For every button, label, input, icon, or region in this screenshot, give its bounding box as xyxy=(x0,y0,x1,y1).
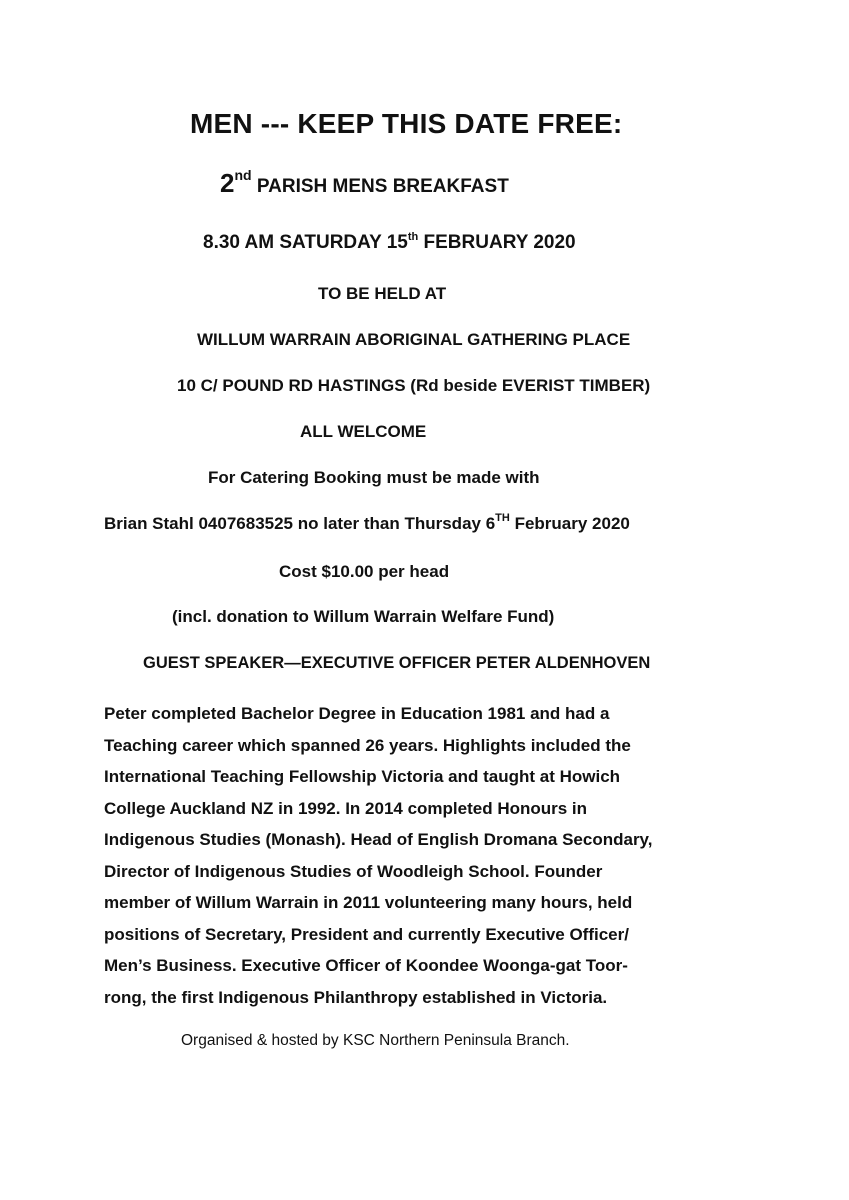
guest-speaker-heading: GUEST SPEAKER—EXECUTIVE OFFICER PETER ALDENHOVEN xyxy=(143,654,651,672)
event-date-prefix: 8.30 AM SATURDAY 15 xyxy=(203,232,408,253)
catering-note: For Catering Booking must be made with xyxy=(208,468,540,487)
cost-text: Cost $10.00 per head xyxy=(279,562,450,581)
event-date-suffix: th xyxy=(407,231,419,243)
event-date-rest: FEBRUARY 2020 xyxy=(423,232,576,253)
event-date xyxy=(203,232,576,254)
bio-line: Director of Indigenous Studies of Woodleigh School. Founder xyxy=(104,861,603,881)
donation-note: (incl. donation to Willum Warrain Welfare Fund) xyxy=(172,607,555,626)
bio-line: College Auckland NZ in 1992. In 2014 completed Honours in xyxy=(104,798,588,818)
booking-prefix: Brian Stahl 0407683525 no later than Thursday 6 xyxy=(104,514,496,533)
venue-name: WILLUM WARRAIN ABORIGINAL GATHERING PLACE xyxy=(197,330,631,349)
speaker-bio xyxy=(104,698,744,1013)
bio-line: International Teaching Fellowship Victoria and taught at Howich xyxy=(104,767,621,786)
event-ordinal-suffix: nd xyxy=(234,167,252,183)
booking-suffix: TH xyxy=(495,512,510,524)
organiser-footer: Organised & hosted by KSC Northern Peninsula Branch. xyxy=(181,1032,570,1049)
event-title xyxy=(220,168,509,199)
event-title-text: PARISH MENS BREAKFAST xyxy=(256,176,509,197)
booking-contact xyxy=(104,514,630,534)
booking-rest: February 2020 xyxy=(514,514,630,533)
bio-line: rong, the first Indigenous Philanthropy established in Victoria. xyxy=(104,987,608,1007)
bio-line: Men’s Business. Executive Officer of Koondee Woonga-gat Toor- xyxy=(104,956,628,975)
bio-line: Indigenous Studies (Monash). Head of English Dromana Secondary, xyxy=(104,830,653,849)
venue-address: 10 C/ POUND RD HASTINGS (Rd beside EVERIST TIMBER) xyxy=(177,376,651,395)
bio-line: positions of Secretary, President and currently Executive Officer/ xyxy=(104,924,629,944)
welcome-text: ALL WELCOME xyxy=(300,422,427,441)
bio-line: member of Willum Warrain in 2011 volunteering many hours, held xyxy=(104,893,633,912)
bio-line: Peter completed Bachelor Degree in Education 1981 and had a xyxy=(104,704,610,723)
held-at-label: TO BE HELD AT xyxy=(318,284,447,303)
page-title: MEN --- KEEP THIS DATE FREE: xyxy=(190,108,623,139)
event-ordinal-number: 2 xyxy=(220,168,235,198)
bio-line: Teaching career which spanned 26 years. Highlights included the xyxy=(104,735,631,755)
